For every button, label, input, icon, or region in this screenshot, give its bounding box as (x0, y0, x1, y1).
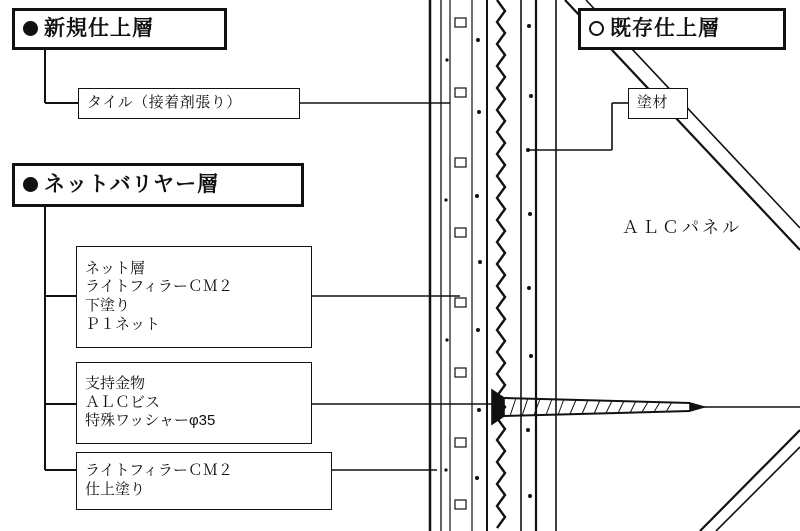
callout-box-coating (628, 88, 688, 119)
open-bullet-icon (589, 21, 604, 36)
finish-layer-line-1: ライトフィラーＣＭ２ (85, 462, 233, 480)
support-metal-line-3: 特殊ワッシャーφ35 (85, 412, 216, 430)
title-box-existing-finish-layer (578, 8, 786, 50)
net-layer-line-3: 下塗り (85, 297, 131, 314)
net-layer-line-1: ネット層 (85, 259, 146, 277)
title-box-new-finish-layer (12, 8, 227, 50)
title-new-finish-layer-text: 新規仕上層 (23, 16, 216, 42)
support-metal-line-1: 支持金物 (85, 374, 146, 392)
title-box-net-barrier-layer (12, 163, 304, 207)
filled-bullet-icon (23, 21, 38, 36)
label-alc-panel: ＡＬＣパネル (622, 218, 742, 237)
filled-bullet-icon-2 (23, 177, 38, 192)
title-net-barrier-text: ネットバリヤー層 (23, 172, 293, 198)
title-existing-finish-text: 既存仕上層 (589, 16, 775, 42)
net-layer-line-2: ライトフィラーＣＭ２ (85, 278, 233, 296)
callout-box-finish-coat (76, 452, 332, 510)
support-metal-line-2: ＡＬＣビス (85, 393, 161, 411)
finish-layer-line-2: 仕上塗り (85, 481, 146, 498)
callout-box-tile (78, 88, 300, 119)
callout-box-net-layer (76, 246, 312, 348)
callout-box-support-metal (76, 362, 312, 444)
callout-tile-text: タイル（接着剤張り） (87, 94, 242, 112)
callout-coating-text: 塗材 (637, 94, 669, 112)
net-layer-line-4: Ｐ１ネット (85, 315, 161, 333)
